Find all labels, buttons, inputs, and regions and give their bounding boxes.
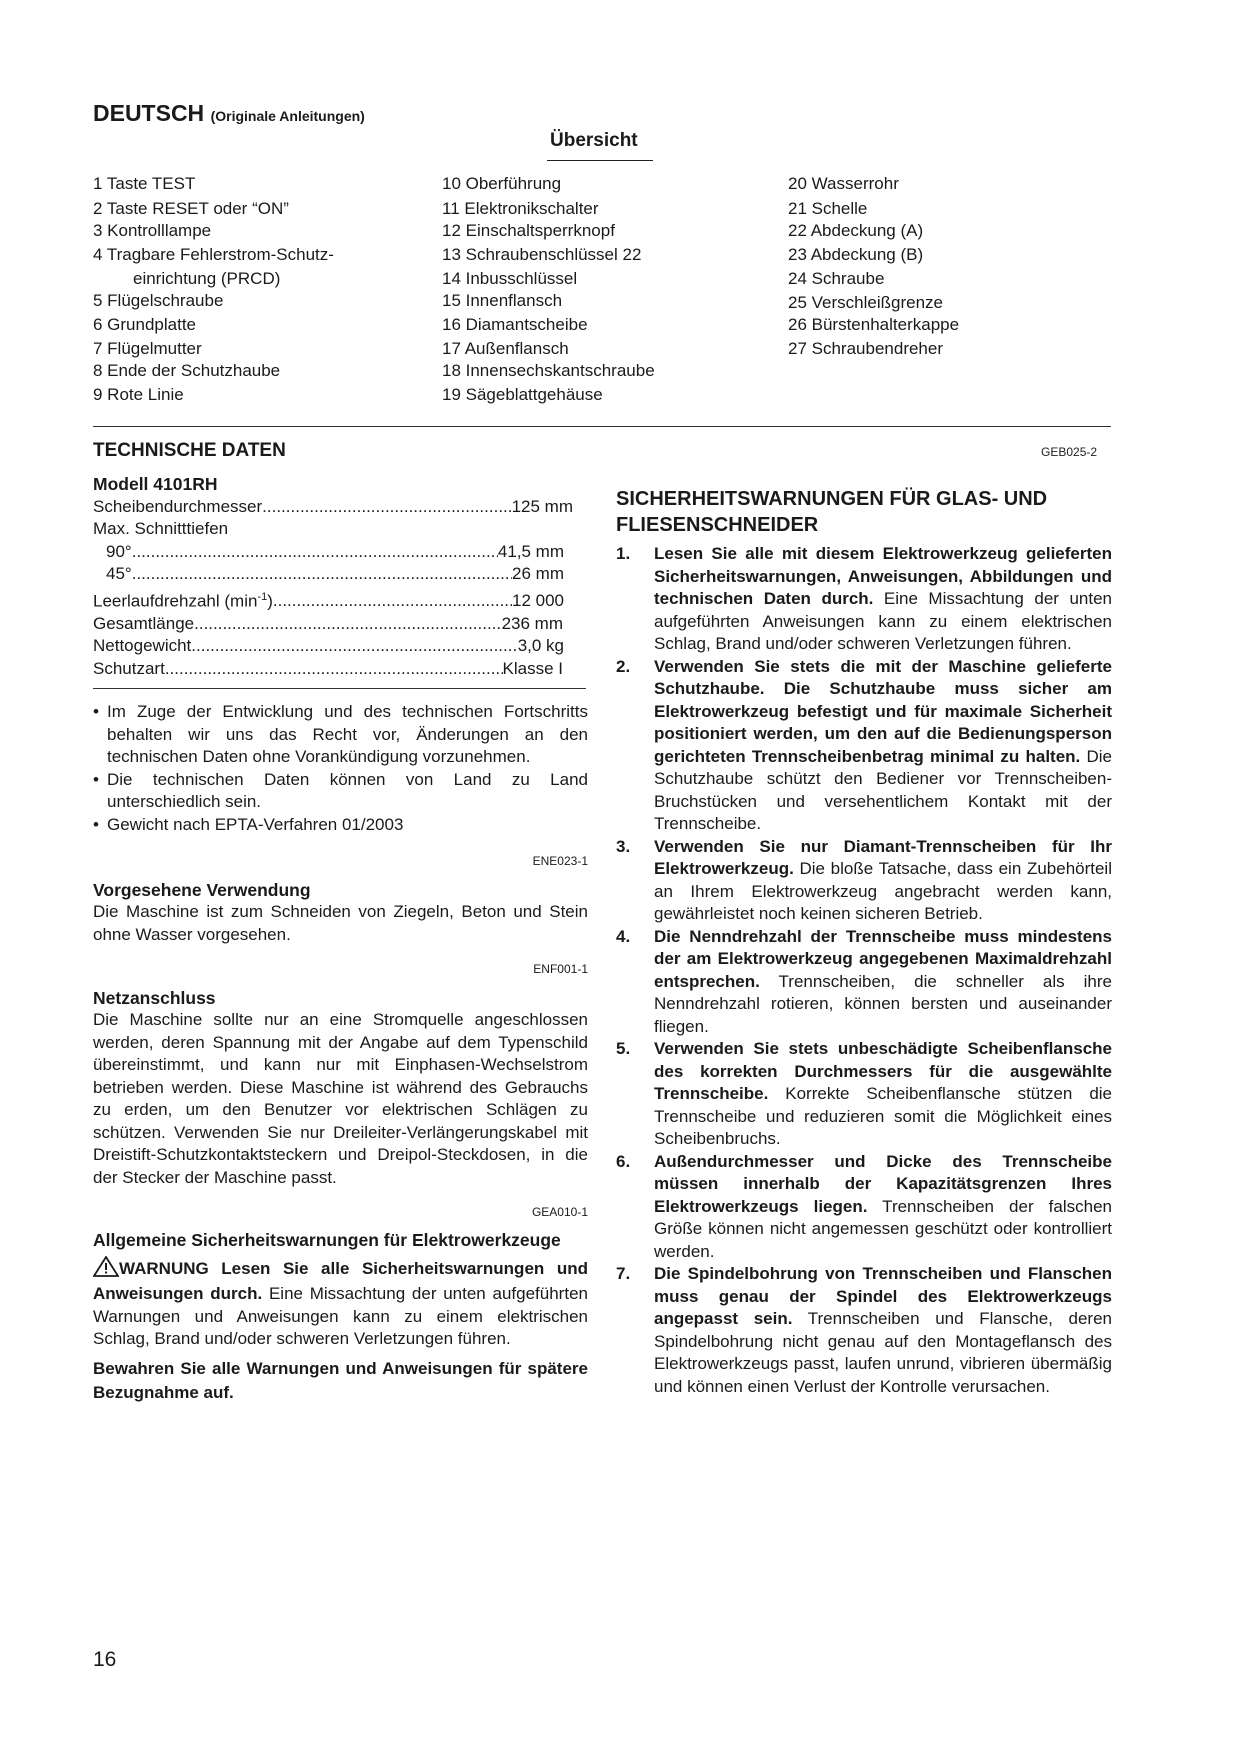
tech-note: • Im Zuge der Entwicklung und des technischen Fortschritts behalten wir uns das Recht vor, Änderungen an den technischen Daten ohne Vorankündigung vorzunehmen.	[93, 702, 588, 767]
spec-label: Nettogewicht	[93, 636, 192, 656]
safety-item: 4. Die Nenndrehzahl der Trennscheibe muss mindestens der am Elektrowerkzeug angegebenen Maximaldrehzahl entsprechen. Trennscheiben, die schneller als ihre Nenndrehzahl rotieren, können bersten und auseinander fliegen.	[616, 926, 1112, 1036]
overview-item: 16 Diamantscheibe	[442, 315, 588, 334]
tech-note: • Die technischen Daten können von Land zu Land unterschiedlich sein.	[93, 769, 588, 812]
spec-value: Klasse I	[502, 658, 563, 678]
cutter-safety-heading: SICHERHEITSWARNUNGEN FÜR GLAS- UND FLIESENSCHNEIDER	[616, 488, 1048, 536]
spec-row	[93, 635, 564, 658]
overview-item: 6 Grundplatte	[93, 315, 197, 334]
overview-column-1	[93, 173, 334, 406]
overview-item: 19 Sägeblattgehäuse	[442, 385, 603, 404]
spec-label: Leerlaufdrehzahl $(\min^{-1})$	[93, 590, 273, 611]
spec-row	[93, 586, 564, 613]
overview-item: 25 Verschleißgrenze	[788, 293, 943, 312]
overview-item: 2 Taste RESET oder “ON”	[93, 199, 289, 218]
section-code: ENF001-1	[533, 962, 588, 977]
page-number: 16	[93, 1648, 117, 1671]
spec-row	[93, 658, 563, 681]
power-heading: Netzanschluss	[93, 987, 216, 1008]
spec-value: 236 mm	[501, 613, 563, 633]
spec-label: 45°	[106, 564, 132, 583]
right-column	[616, 486, 1112, 1398]
language-heading	[93, 100, 365, 127]
overview-item: 13 Schraubenschlüssel 22	[442, 245, 642, 264]
spec-row	[93, 563, 564, 586]
spec-value: 12 000	[512, 591, 564, 611]
spec-label: 90°	[106, 541, 132, 561]
safety-item: 5. Verwenden Sie stets unbeschädigte Scheibenflansche des korrekten Durchmessers für die ausgewählte Trennscheibe. Korrekte Scheibenflansche stützen die Trennscheibe und reduzieren somit die Möglichkeit eines Scheibenbruchs.	[616, 1039, 1112, 1148]
spec-value: 26 mm	[512, 564, 564, 583]
overview-item: 3 Kontrolllampe	[93, 221, 212, 240]
overview-item: 18 Innensechskantschraube	[442, 361, 655, 380]
overview-item: 24 Schraube	[788, 269, 885, 288]
spec-value: 3,0 kg	[517, 636, 564, 656]
left-column	[93, 473, 588, 1405]
safety-item: 1. Lesen Sie alle mit diesem Elektrowerkzeug gelieferten Sicherheitswarnungen, Anweisungen, Abbildungen und technischen Daten durch. Eine Missachtung der unten aufgeführten Anweisungen kann zu einem elektrischen Schlag, Brand und/oder schweren Verletzungen führen.	[616, 544, 1112, 653]
language-label: DEUTSCH	[93, 100, 205, 126]
overview-item: 10 Oberführung	[442, 174, 562, 193]
overview-item: 17 Außenflansch	[442, 339, 569, 358]
overview-column-3	[788, 173, 959, 360]
spec-divider	[93, 688, 586, 689]
warning-paragraph: WARNUNG Lesen Sie alle Sicherheitswarnungen und Anweisungen durch. Eine Missachtung der unten aufgeführten Warnungen und Anweisungen kann zu einem elektrischen Schlag, Brand und/oder schweren Verletzungen führen.	[93, 1256, 588, 1351]
power-text: Die Maschine sollte nur an eine Stromquelle angeschlossen werden, deren Spannung mit der Angabe auf dem Typenschild übereinstimmt, und kann nur mit Einphasen-Wechselstrom betrieben werden. Diese Maschine ist während des Gebrauchs zu erden, um den Benutzer vor elektrischen Schlägen zu schützen. Verwenden Sie nur Dreileiter-Verlängerungskabel mit Dreistift-Schutzkontaktsteckern und Dreipol-Steckdosen, in die der Stecker der Maschine passt.	[93, 1010, 588, 1187]
model-name: Modell 4101RH	[93, 474, 218, 494]
safety-item: 6. Außendurchmesser und Dicke des Trennscheibe müssen innerhalb der Kapazitätsgrenzen Ihres Elektrowerkzeugs liegen. Trennscheiben der falschen Größe können nicht angemessen geschützt oder kontrolliert werden.	[616, 1151, 1112, 1261]
overview-item: 11 Elektronikschalter	[442, 199, 599, 218]
tech-data-code: GEB025-2	[1041, 445, 1098, 459]
spec-label: Max. Schnitttiefen	[93, 519, 229, 538]
overview-item: 26 Bürstenhalterkappe	[788, 315, 960, 334]
section-code: ENE023-1	[532, 854, 588, 869]
tech-note: • Gewicht nach EPTA-Verfahren 01/2003	[93, 814, 404, 834]
overview-item: 20 Wasserrohr	[788, 174, 899, 193]
intended-use-heading: Vorgesehene Verwendung	[93, 879, 311, 900]
overview-item: 5 Flügelschraube	[93, 291, 224, 310]
overview-item: 9 Rote Linie	[93, 385, 184, 404]
spec-label: Schutzart	[93, 658, 165, 678]
section-code: GEA010-1	[531, 1205, 588, 1220]
spec-row	[93, 541, 564, 564]
warning-triangle-icon	[93, 1256, 119, 1284]
overview-item: 27 Schraubendreher	[788, 339, 944, 358]
overview-column-2	[442, 173, 655, 406]
overview-item: 22 Abdeckung (A)	[788, 221, 924, 240]
intended-use-text: Die Maschine ist zum Schneiden von Ziegeln, Beton und Stein ohne Wasser vorgesehen.	[93, 902, 588, 944]
safety-item: 3. Verwenden Sie nur Diamant-Trennscheiben für Ihr Elektrowerkzeug. Die bloße Tatsache, dass ein Zubehörteil an Ihrem Elektrowerkzeug angebracht werden kann, gewährleistet noch keinen sicheren Betrieb.	[616, 836, 1112, 923]
spec-value: 125 mm	[511, 496, 573, 516]
overview-item: 12 Einschaltsperrknopf	[442, 221, 615, 240]
overview-item: 4 Tragbare Fehlerstrom-Schutz-	[93, 245, 334, 264]
overview-item: 7 Flügelmutter	[93, 339, 202, 358]
overview-item: 14 Inbusschlüssel	[442, 269, 578, 288]
overview-item: 8 Ende der Schutzhaube	[93, 361, 281, 380]
safety-item: 7. Die Spindelbohrung von Trennscheiben und Flanschen muss genau der Spindel des Elektrowerkzeugs angepasst sein. Trennscheiben und Flansche, deren Spindelbohrung nicht genau auf den Montageflansch des Elektrowerkzeugs passt, laufen unrund, vibrieren übermäßig und können einen Verlust der Kontrolle verursachen.	[616, 1264, 1112, 1396]
overview-item: 23 Abdeckung (B)	[788, 245, 924, 264]
tech-data-heading: TECHNISCHE DATEN	[93, 440, 286, 461]
overview-item: einrichtung (PRCD)	[133, 269, 281, 288]
spec-label: Gesamtlänge	[93, 613, 195, 633]
general-safety-heading: Allgemeine Sicherheitswarnungen für Elektrowerkzeuge	[93, 1229, 561, 1250]
safety-item: 2. Verwenden Sie stets die mit der Maschine gelieferte Schutzhaube. Die Schutzhaube muss sicher am Elektrowerkzeug befestigt und für maximale Sicherheit positioniert werden, um den auf die Bedienungsperson gerichteten Trennscheibenbetrag minimal zu halten. Die Schutzhaube schützt den Bediener vor Trennscheiben-Bruchstücken und versehentlichem Kontakt mit der Trennscheibe.	[616, 656, 1112, 833]
spec-row	[93, 496, 573, 519]
overview-title-underline	[547, 160, 653, 161]
overview-title: Übersicht	[550, 130, 638, 151]
overview-item: 21 Schelle	[788, 199, 868, 218]
overview-item: 1 Taste TEST	[93, 174, 196, 193]
language-subtitle: (Originale Anleitungen)	[210, 108, 365, 124]
spec-row	[93, 613, 563, 636]
spec-label: Scheibendurchmesser	[93, 496, 263, 516]
section-divider	[93, 426, 1111, 427]
spec-value: 41,5 mm	[497, 541, 564, 561]
keep-instructions-text: Bewahren Sie alle Warnungen und Anweisungen für spätere Bezugnahme auf.	[93, 1358, 588, 1402]
overview-item: 15 Innenflansch	[442, 291, 563, 310]
